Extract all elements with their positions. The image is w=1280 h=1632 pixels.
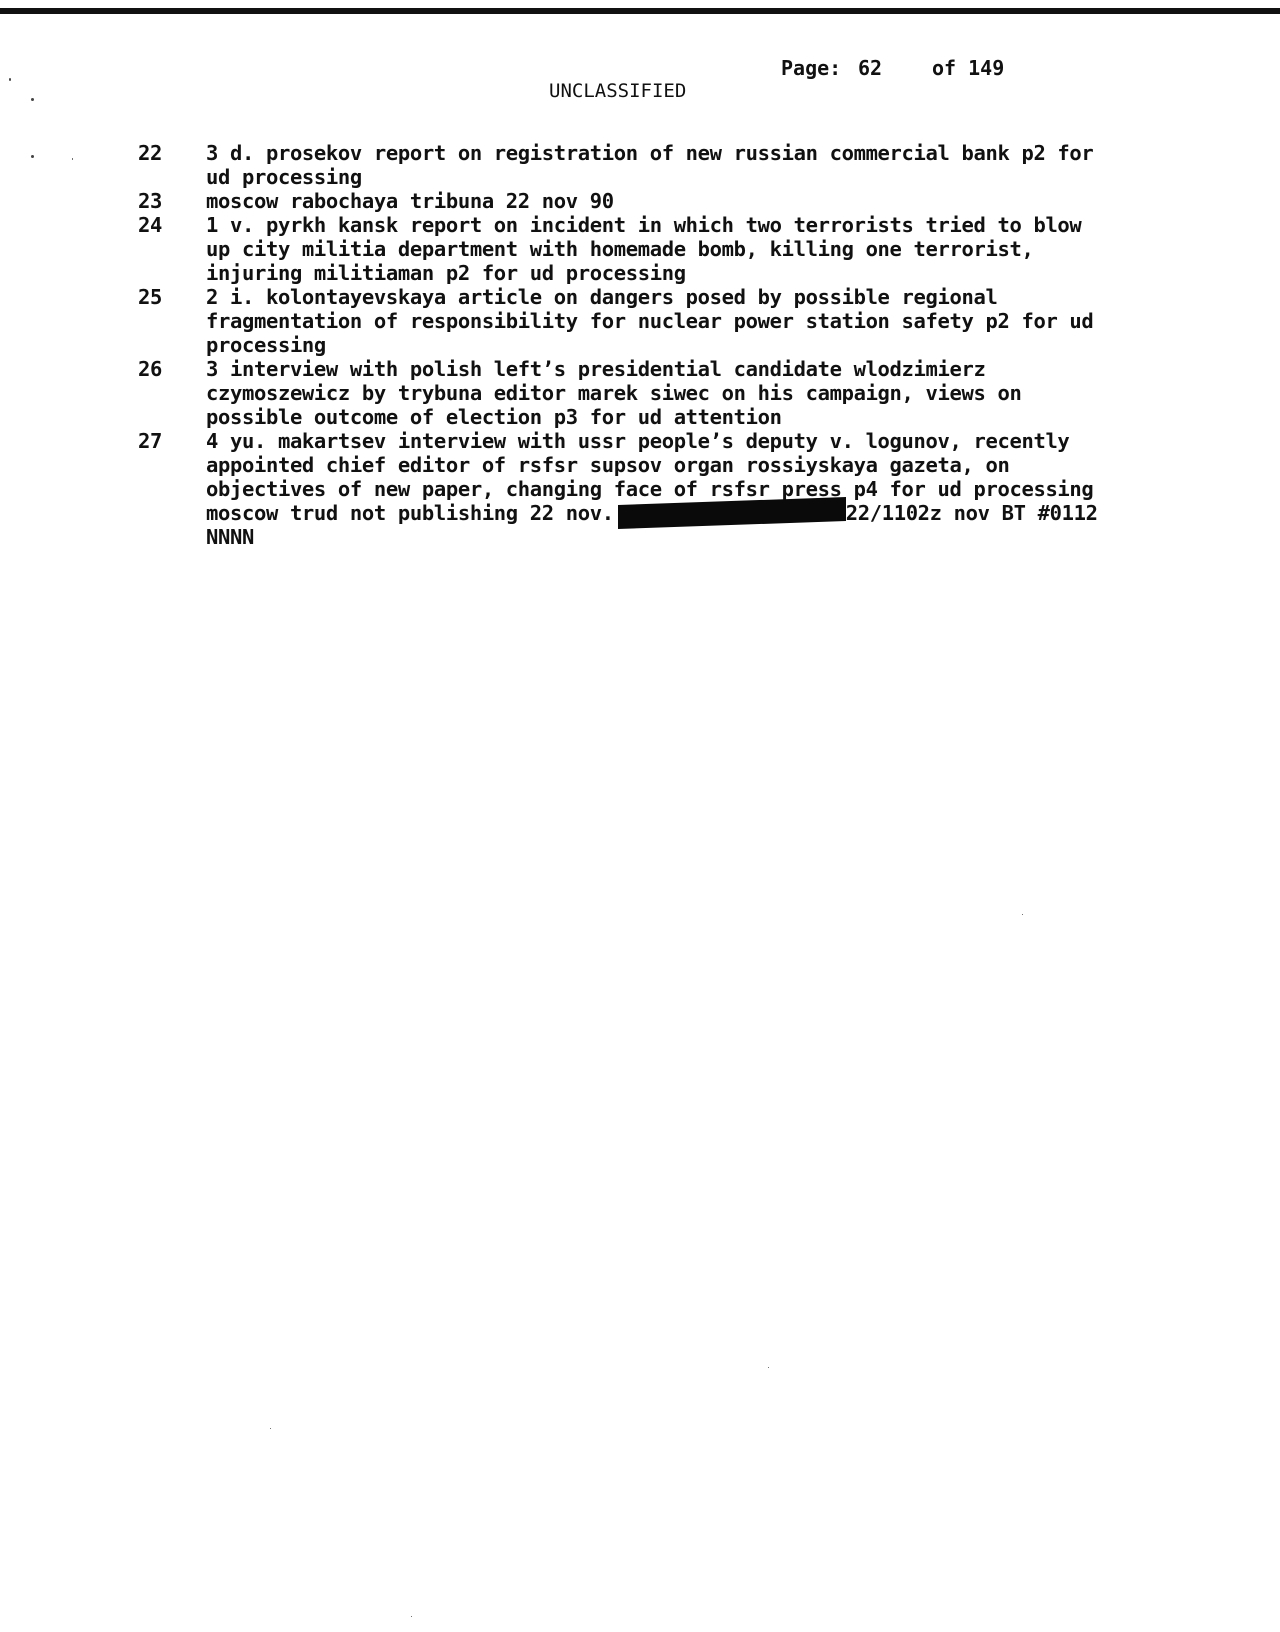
- item-number: [138, 381, 206, 405]
- line-text: processing: [206, 333, 326, 357]
- text-line: [138, 357, 1248, 381]
- item-number: [138, 477, 206, 501]
- text-line: [138, 477, 1248, 501]
- text-line: [138, 237, 1248, 261]
- end-marker: NNNN: [206, 525, 254, 549]
- line-text: 2 i. kolontayevskaya article on dangers posed by possible regional: [206, 285, 998, 309]
- line-text: 3 interview with polish left’s presidential candidate wlodzimierz: [206, 357, 986, 381]
- text-line: [138, 381, 1248, 405]
- item-number: [138, 261, 206, 285]
- text-line: [138, 453, 1248, 477]
- item-number: [138, 237, 206, 261]
- cable-text-body: [138, 141, 1248, 549]
- text-line: [138, 141, 1248, 165]
- line-text: possible outcome of election p3 for ud attention: [206, 405, 782, 429]
- scan-speck: [768, 1367, 769, 1368]
- line-text: up city militia department with homemade bomb, killing one terrorist,: [206, 237, 1034, 261]
- scan-speck: [9, 78, 11, 81]
- item-number: [138, 453, 206, 477]
- item-number: [138, 333, 206, 357]
- line-text: ud processing: [206, 165, 362, 189]
- top-border-rule: [0, 8, 1280, 14]
- scan-speck: [31, 98, 34, 101]
- final-line-text-before: moscow trud not publishing 22 nov.: [206, 501, 614, 525]
- end-marker-line: [138, 525, 1248, 549]
- line-text: objectives of new paper, changing face of rsfsr press p4 for ud processing: [206, 477, 1094, 501]
- final-line-text-after: 22/1102z nov BT #0112: [845, 501, 1098, 525]
- text-line: [138, 261, 1248, 285]
- item-number: 25: [138, 285, 162, 309]
- scan-speck: [1022, 914, 1023, 915]
- line-text: 1 v. pyrkh kansk report on incident in which two terrorists tried to blow: [206, 213, 1082, 237]
- line-text: 4 yu. makartsev interview with ussr people’s deputy v. logunov, recently: [206, 429, 1070, 453]
- final-line: [138, 501, 1248, 525]
- scan-speck: [72, 158, 73, 160]
- text-line: [138, 309, 1248, 333]
- scan-speck: [270, 1428, 271, 1429]
- item-number: 27: [138, 429, 162, 453]
- item-number: 22: [138, 141, 162, 165]
- classification-marking: UNCLASSIFIED: [549, 80, 687, 102]
- text-line: [138, 213, 1248, 237]
- page-total: of 149: [932, 56, 1005, 80]
- text-line: [138, 333, 1248, 357]
- line-text: moscow rabochaya tribuna 22 nov 90: [206, 189, 614, 213]
- item-number: 26: [138, 357, 162, 381]
- scan-speck: [31, 155, 34, 158]
- text-line: [138, 189, 1248, 213]
- item-number: 23: [138, 189, 162, 213]
- page-label: Page:: [781, 56, 842, 80]
- line-text: 3 d. prosekov report on registration of new russian commercial bank p2 for: [206, 141, 1094, 165]
- item-number: [138, 405, 206, 429]
- line-text: appointed chief editor of rsfsr supsov organ rossiyskaya gazeta, on: [206, 453, 1010, 477]
- item-number: 24: [138, 213, 162, 237]
- text-line: [138, 429, 1248, 453]
- text-line: [138, 165, 1248, 189]
- page-current-number: 62: [858, 56, 883, 80]
- item-number: [138, 309, 206, 333]
- text-line: [138, 405, 1248, 429]
- line-text: czymoszewicz by trybuna editor marek siwec on his campaign, views on: [206, 381, 1022, 405]
- line-text: fragmentation of responsibility for nuclear power station safety p2 for ud: [206, 309, 1094, 333]
- item-number: [138, 165, 206, 189]
- text-line: [138, 285, 1248, 309]
- scan-speck: [411, 1616, 412, 1617]
- line-text: injuring militiaman p2 for ud processing: [206, 261, 686, 285]
